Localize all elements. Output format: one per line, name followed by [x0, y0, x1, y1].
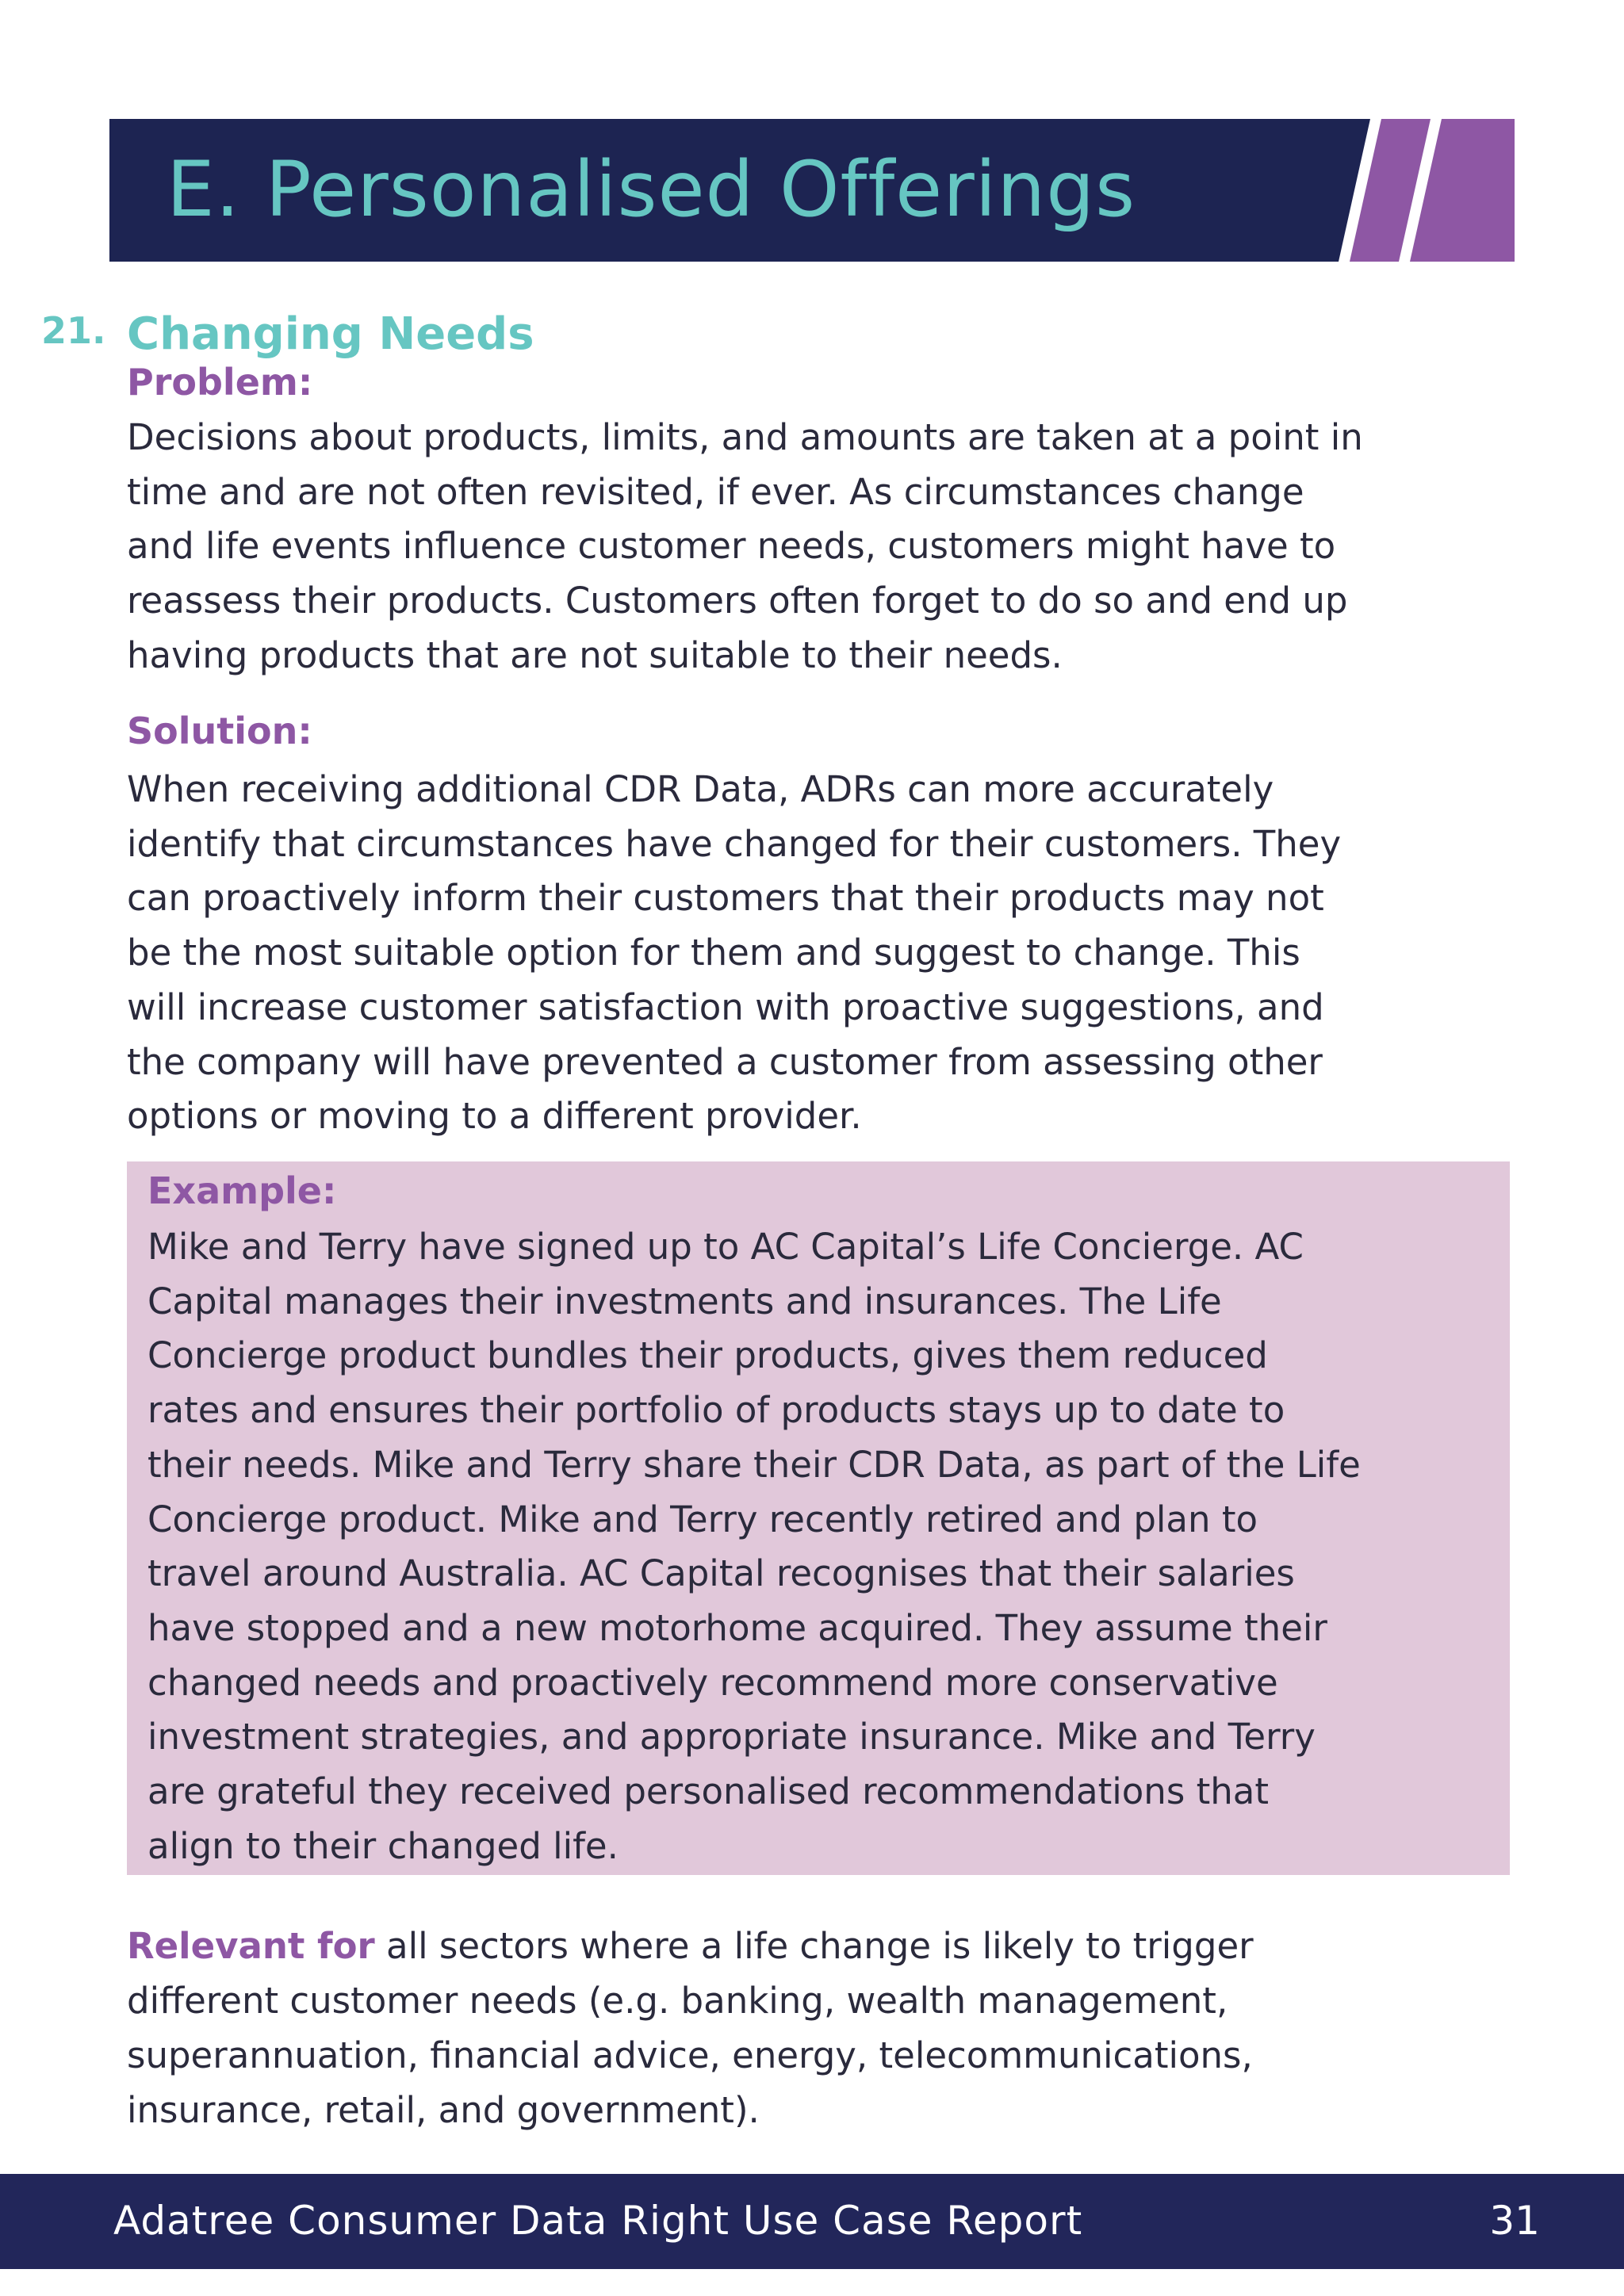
section-header-banner [109, 119, 1515, 262]
page-number: 31 [1489, 2198, 1540, 2244]
problem-label: Problem: [127, 361, 313, 404]
page-title: E. Personalised Offerings [167, 145, 1136, 234]
example-label: Example: [147, 1169, 337, 1212]
problem-text: Decisions about products, limits, and amounts are taken at a point in time and are not often revisited, if ever. As circumstances change and life events influence customer needs, customers might have to reassess their products. Customers often forget to do so and end up having products that are not suitable to their needs. [127, 416, 1363, 676]
page-footer [0, 2174, 1624, 2269]
solution-text: When receiving additional CDR Data, ADRs can more accurately identify that circumstances have changed for their customers. They can proactively inform their customers that their products may not be the most suitable option for them and suggest to change. This will increase customer satisfaction with proactive suggestions, and the company will have prevented a customer from assessing other options or moving to a different provider. [127, 768, 1342, 1138]
example-text: Mike and Terry have signed up to AC Capital’s Life Concierge. AC Capital manages their investments and insurances. The Life Concierge product bundles their products, gives them reduced rates and ensures their portfolio of products stays up to date to their needs. Mike and Terry share their CDR Data, as part of the Life Concierge product. Mike and Terry recently retired and plan to travel around Australia. AC Capital recognises that their salaries have stopped and a new motorhome acquired. They assume their changed needs and proactively recommend more conservative investment strategies, and appropriate insurance. Mike and Terry are grateful they received personalised recommendations that align to their changed life. [147, 1226, 1361, 1867]
relevant-for-highlight: Relevant for [127, 1925, 375, 1967]
relevant-sectors [127, 1919, 1522, 2137]
example-callout [127, 1161, 1510, 1875]
solution-label: Solution: [127, 710, 312, 752]
section-title: Changing Needs [127, 308, 534, 360]
relevant-sectors-text: all sectors where a life change is likely to trigger different customer needs (e.g. banking, wealth management, superannuation, financial advice, energy, telecommunications, insurance, retail, and government). [127, 1925, 1254, 2131]
report-title: Adatree Consumer Data Right Use Case Report [113, 2198, 1083, 2244]
section-number: 21. [41, 309, 106, 352]
